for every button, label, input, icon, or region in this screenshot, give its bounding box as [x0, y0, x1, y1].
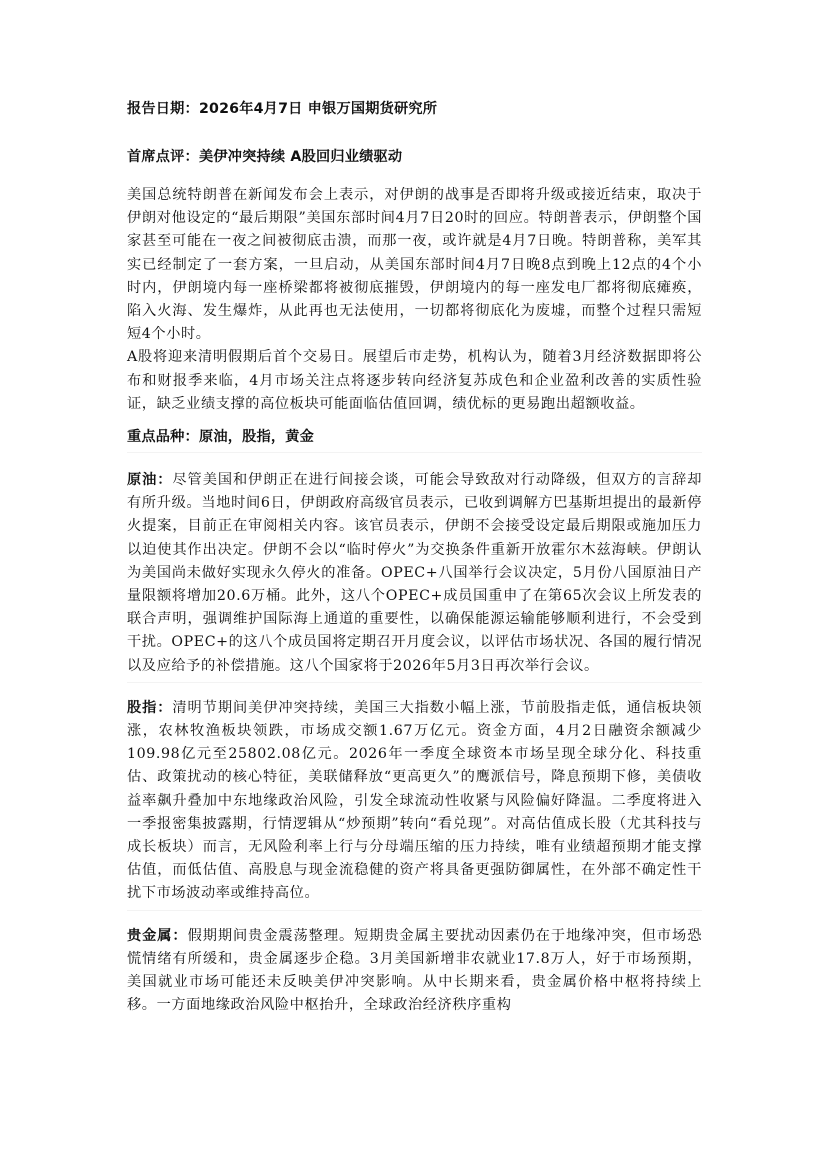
section-divider [127, 452, 702, 453]
precious-metals-section [127, 925, 702, 1018]
report-date-line: 报告日期：2026年4月7日 申银万国期货研究所 [127, 101, 438, 117]
report-page [127, 96, 702, 1018]
intro-paragraph: 美国总统特朗普在新闻发布会上表示，对伊朗的战事是否即将升级或接近结束，取决于伊朗对他设定的“最后期限”美国东部时间4月7日20时的回应。特朗普表示，伊朗整个国家甚至可能在一夜之间被彻底击溃，而那一夜，或许就是4月7日晚。特朗普称，美军其实已经制定了一套方案，一旦启动，从美国东部时间4月7日晚8点到晚上12点的4个小时内，伊朗境内每一座桥梁都将被彻底摧毁，伊朗境内的每一座发电厂都将彻底瘫痪，陷入火海、发生爆炸，从此再也无法使用，一切都将彻底化为废墟，而整个过程只需短短4个小时。 [127, 187, 702, 343]
focus-varieties-title: 重点品种：原油，股指，黄金 [127, 429, 315, 446]
crude-oil-text: 尽管美国和伊朗正在进行间接会谈，可能会导致敌对行动降级，但双方的言辞却有所升级。当地时间6日，伊朗政府高级官员表示，已收到调解方巴基斯坦提出的最新停火提案，目前正在审阅相关内容。该官员表示，伊朗不会接受设定最后期限或施加压力以迫使其作出决定。伊朗不会以“临时停火”为交换条件重新开放霍尔木兹海峡。伊朗认为美国尚未做好实现永久停火的准备。OPEC+八国举行会议决定，5月份八国原油日产量限额将增加20.6万桶。此外，这八个OPEC+成员国重申了在第65次会议上所发表的联合声明，强调维护国际海上通道的重要性，以确保能源运输能够顺利进行，不会受到干扰。OPEC+的这八个成员国将定期召开月度会议，以评估市场状况、各国的履行情况以及应给予的补偿措施。这八个国家将于2026年5月3日再次举行会议。 [127, 472, 702, 674]
chief-comment-title: 首席点评：美伊冲突持续 A股回归业绩驱动 [127, 149, 403, 165]
stock-index-section [127, 697, 702, 906]
intro-paragraph: A股将迎来清明假期后首个交易日。展望后市走势，机构认为，随着3月经济数据即将公布和财报季来临，4月市场关注点将逐步转向经济复苏成色和企业盈利改善的实质性验证，缺乏业绩支撑的高位板块可能面临估值回调，绩优标的更易跑出超额收益。 [127, 349, 702, 412]
crude-oil-label: 原油： [127, 472, 173, 489]
precious-metals-label: 贵金属： [127, 927, 188, 944]
stock-index-text: 清明节期间美伊冲突持续，美国三大指数小幅上涨，节前股指走低，通信板块领涨，农林牧渔板块领跌，市场成交额1.67万亿元。资金方面，4月2日融资余额减少109.98亿元至25802.08亿元。2026年一季度全球资本市场呈现全球分化、科技重估、政策扰动的核心特征，美联储释放“更高更久”的鹰派信号，降息预期下修，美债收益率飙升叠加中东地缘政治风险，引发全球流动性收紧与风险偏好降温。二季度将进入一季报密集披露期，行情逻辑从“炒预期”转向“看兑现”。对高估值成长股（尤其科技与成长板块）而言，无风险利率上行与分母端压缩的压力持续，唯有业绩超预期才能支撑估值，而低估值、高股息与现金流稳健的资产将具备更强防御属性，在外部不确定性干扰下市场波动率或维持高位。 [127, 699, 702, 902]
precious-metals-text: 假期期间贵金震荡整理。短期贵金属主要扰动因素仍在于地缘冲突，但市场恐慌情绪有所缓和，贵金属逐步企稳。3月美国新增非农就业17.8万人，好于市场预期，美国就业市场可能还未反映美伊冲突影响。从中长期来看，贵金属价格中枢将持续上移。一方面地缘政治风险中枢抬升，全球政治经济秩序重构 [127, 927, 702, 1014]
section-divider [127, 682, 702, 683]
stock-index-label: 股指： [127, 699, 173, 716]
crude-oil-section [127, 469, 702, 678]
section-divider [127, 910, 702, 911]
